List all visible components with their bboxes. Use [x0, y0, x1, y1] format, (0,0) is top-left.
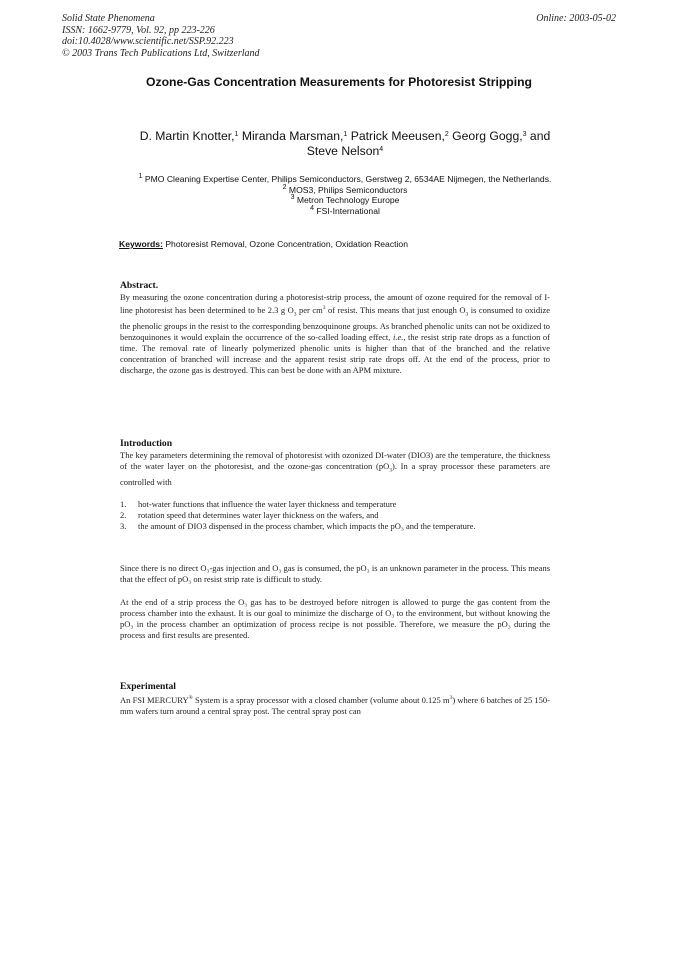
introduction-heading: Introduction — [120, 438, 173, 449]
author-and: and — [526, 129, 551, 143]
author-affil-sup: 2 — [444, 131, 449, 138]
author-name: Patrick Meeusen, — [347, 129, 445, 143]
author-affil-sup: 1 — [234, 131, 239, 138]
paper-title: Ozone-Gas Concentration Measurements for Photoresist Stripping — [146, 75, 532, 89]
text-run: is consumed to oxidize the phenolic groups in the resist to the corresponding benzoquinone groups. As branched phenolic units can not be oxidized to benzoquinones it would explain the occurrence of the so-called loading effect, — [120, 304, 550, 342]
online-date: Online: 2003-05-02 — [536, 13, 616, 24]
affil-text: Metron Technology Europe — [294, 195, 400, 205]
affil-text: PMO Cleaning Expertise Center, Philips Semiconductors, Gerstweg 2, 6534AE Nijmegen, the Netherlands. — [142, 174, 552, 184]
journal-name: Solid State Phenomena — [62, 13, 155, 24]
affiliation-4 — [120, 206, 570, 217]
copyright-line: © 2003 Trans Tech Publications Ltd, Switzerland — [62, 47, 260, 59]
author-affil-sup: 3 — [522, 131, 527, 138]
abstract-paragraph — [120, 292, 550, 376]
issn-line: ISSN: 1662-9779, Vol. 92, pp 223-226 — [62, 24, 215, 36]
affiliation-3 — [120, 195, 570, 206]
text-run: ) where 6 batches of 25 150-mm wafers turn around a central spray post. The central spray post can — [120, 694, 551, 716]
affil-text: FSI-International — [313, 205, 380, 216]
superscript: 3 — [449, 695, 453, 701]
author-name: Georg Gogg, — [448, 129, 523, 143]
subscript: 3 — [389, 467, 392, 474]
affiliation-1 — [120, 174, 570, 185]
experimental-heading: Experimental — [120, 681, 176, 692]
text-run: per cm — [296, 304, 323, 315]
list-item — [120, 521, 550, 532]
affil-sup: 2 — [282, 183, 287, 191]
author-affil-sup: 1 — [343, 131, 348, 138]
list-text: the amount of DIO3 dispensed in the process chamber, which impacts the pO₃ and the temperature. — [138, 521, 476, 532]
author-name: D. Martin Knotter, — [139, 129, 235, 143]
intro-paragraph-3: At the end of a strip process the O₃ gas has to be destroyed before nitrogen is allowed to purge the gas content from the process chamber into the exhaust. It is our goal to minimize the discharge of O₃ to the environment, but without knowing the pO₃ in the process chamber an optimization of process recipe is not possible. Therefore, we measure the pO₃ during the process and first results are presented. — [120, 597, 550, 641]
subscript: 3 — [465, 311, 469, 318]
italic-text: i.e. — [392, 331, 404, 342]
affil-sup: 4 — [310, 204, 314, 212]
author-list — [110, 129, 580, 159]
registered-mark: ® — [188, 695, 193, 701]
list-text: hot-water functions that influence the water layer thickness and temperature — [138, 499, 397, 509]
affil-sup: 3 — [290, 194, 295, 201]
keywords-label: Keywords: — [119, 239, 163, 249]
subscript: 3 — [293, 311, 297, 318]
journal-header — [62, 13, 260, 59]
affiliation-2 — [120, 185, 570, 196]
list-item — [120, 499, 550, 510]
intro-paragraph-2: Since there is no direct O₃-gas injection and O₃ gas is consumed, the pO₃ is an unknown parameter in the process. This means that the effect of pO₃ on resist strip rate is difficult to study. — [120, 563, 550, 585]
experimental-paragraph — [120, 693, 550, 717]
author-name: Miranda Marsman, — [238, 129, 344, 143]
keywords-text: Photoresist Removal, Ozone Concentration, Oxidation Reaction — [162, 239, 408, 249]
keywords — [119, 239, 408, 249]
doi-line[interactable]: doi:10.4028/www.scientific.net/SSP.92.223 — [62, 36, 234, 47]
text-run: An FSI MERCURY — [120, 694, 189, 705]
parameter-list — [120, 499, 550, 532]
list-number: 1. — [120, 499, 127, 509]
text-run: System is a spray processor with a closed chamber (volume about 0.125 m — [192, 694, 450, 705]
author-name: Steve Nelson — [306, 144, 380, 158]
text-run: ). In a spray processor these parameters are controlled with — [120, 461, 550, 487]
intro-paragraph-1 — [120, 450, 550, 488]
list-number: 2. — [120, 510, 127, 521]
text-run: By measuring the ozone concentration during a photoresist-strip process, the amount of ozone required for the removal of I-line photoresist has been determined to be 2.3 g O — [120, 292, 550, 315]
affiliations — [120, 174, 570, 216]
text-run: The key parameters determining the removal of photoresist with ozonized DI-water (DIO3) are the temperature, the thickness of the water layer on the photoresist, and the ozone-gas concentration (pO — [120, 450, 550, 472]
list-text: rotation speed that determines water layer thickness on the wafers, and — [138, 510, 379, 521]
affil-sup: 1 — [138, 173, 143, 180]
affil-text: MOS3, Philips Semiconductors — [286, 184, 408, 195]
superscript: 3 — [322, 305, 326, 312]
text-run: of resist. This means that just enough O — [325, 304, 466, 315]
text-run: , the resist strip rate drops as a function of time. The removal rate of linearly polymerized phenolic units is higher than that of the branched and the relative concentration of branched will increase and the apparent resist strip rate drops off. At the end of the process, prior to discharge, the ozone gas is destroyed. This can best be done with an APM mixture. — [120, 331, 550, 376]
list-number: 3. — [120, 521, 127, 532]
author-affil-sup: 4 — [379, 146, 384, 153]
list-item — [120, 510, 550, 521]
abstract-heading: Abstract. — [120, 280, 159, 291]
